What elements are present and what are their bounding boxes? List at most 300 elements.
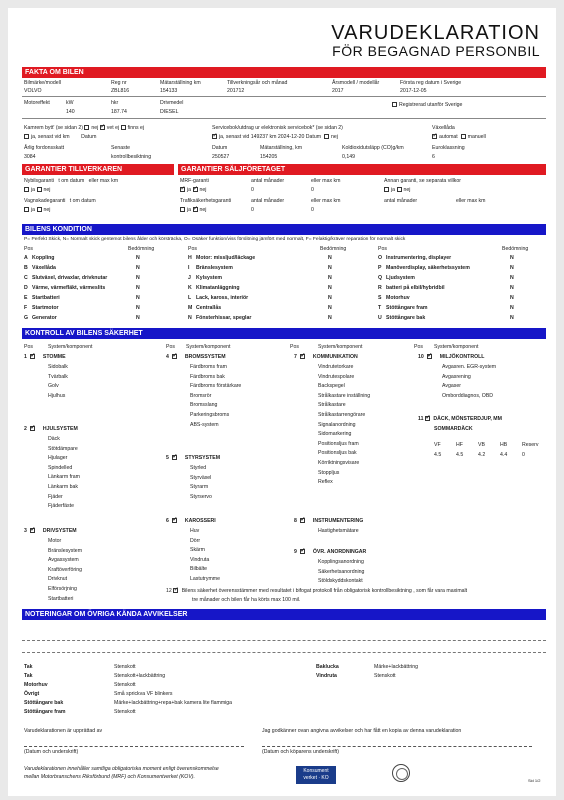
kondition-item: Centrallås [196, 305, 222, 311]
label-ja: ja [187, 187, 192, 193]
value-datum: 250527 [212, 154, 230, 160]
kondition-bedomning: N [510, 305, 514, 311]
checkbox-group-3[interactable] [30, 528, 35, 533]
checkbox-reg-utanfor[interactable] [392, 102, 462, 108]
label-kamrem-nej: nej [91, 125, 99, 131]
checkbox-group-9[interactable] [300, 549, 305, 554]
kontroll-item: Tvärbalk [48, 373, 68, 380]
kontroll-pos-header: Pos [166, 344, 175, 350]
checkbox-kamrem-nej[interactable] [84, 125, 89, 130]
kondition-item: Växellåda [32, 265, 56, 271]
kontroll-item: Omborddiagnos, OBD [442, 392, 494, 399]
group-2-title: HJULSYSTEM [42, 426, 78, 432]
value-euroklass: 6 [432, 154, 435, 160]
label-hkr: hkr [111, 100, 119, 106]
value-tillverkningsar: 201712 [227, 88, 245, 94]
label-tillverkningsar: Tillverkningsår och månad [227, 80, 288, 86]
value-regnr: ZBL816 [111, 88, 130, 94]
kontroll-item: Däck [48, 436, 60, 442]
kondition-pos-header: Pos [24, 246, 33, 252]
kontroll-sys-header: System/komponent [186, 344, 231, 350]
section-garanti-saljforetaget: GARANTIER SÄLJFÖRETAGET [178, 164, 546, 175]
kontroll-item: Huv [190, 528, 200, 534]
label-ja: ja [187, 207, 192, 213]
group-11-title: DÄCK, MÖNSTERDJUP, MM [433, 416, 502, 422]
label-mrf-max: eller max km [311, 178, 341, 184]
kontroll-item: Körriktningsvisare [318, 460, 360, 466]
page-number: Sid 1/2 [528, 778, 541, 783]
checkbox-group-4[interactable] [172, 354, 177, 359]
checkbox-trafik-ja[interactable] [180, 207, 185, 212]
kondition-item: Lack, kaross, interiör [196, 295, 249, 301]
kondition-pos: D [24, 285, 28, 291]
mrf-seal-icon [392, 764, 410, 782]
note-location: Baklucka [316, 664, 339, 670]
checkbox-kamrem-ja[interactable] [24, 134, 29, 139]
kamrem-ja-row [24, 134, 96, 140]
label-nej: nej [199, 207, 207, 213]
group-3-num: 3 [24, 528, 27, 534]
section-kontroll: KONTROLL AV BILENS SÄKERHET [22, 328, 546, 339]
kondition-item: Startmotor [32, 305, 59, 311]
checkbox-service-nej[interactable] [324, 134, 329, 139]
checkbox-nybil-nej[interactable] [37, 187, 42, 192]
kondition-item: Generator [32, 315, 57, 321]
label-matarstallning: Mätarställning km [160, 80, 201, 86]
kondition-item: Bränslesystem [196, 265, 233, 271]
kondition-item: Ljudsystem [386, 275, 415, 281]
kontroll-item: Styrservo [190, 493, 212, 500]
kondition-bedomning: N [136, 315, 140, 321]
checkbox-group-1[interactable] [30, 354, 35, 359]
kontroll-item: Länkarm fram [48, 474, 80, 481]
checkbox-mrf-ja[interactable] [180, 187, 185, 192]
label-kamrem: Kamrem bytt' (se sidan 2) [24, 125, 83, 131]
vagn-ja-nej [24, 207, 50, 213]
label-manuell: manuell [467, 134, 486, 140]
kondition-pos: M [188, 305, 193, 311]
tyre-position: Reserv [522, 442, 539, 448]
kondition-legend: P= Perfekt Skick, N= Normalt skick gentemot bilens ålder och körsträcka, O= Osäker funktion/viss förslitning jämfört med normalt, F= Felaktig/kräver reparation för normalt skick [24, 237, 406, 242]
kontroll-item: Färdbroms fram [190, 364, 227, 370]
mrf-ja-nej [180, 187, 206, 193]
kontroll-item: Kraftöverföring [48, 566, 83, 573]
label-upprattad: Varudeklarationen är upprättad av [24, 728, 103, 734]
kondition-bedomning: N [136, 275, 140, 281]
kondition-bedomning: N [328, 285, 332, 291]
kondition-pos: I [188, 265, 190, 271]
kontroll-pos-header: Pos [290, 344, 299, 350]
label-datum: Datum [212, 145, 228, 151]
checkbox-kamrem-finns-ej[interactable] [121, 125, 126, 130]
kondition-item: Manöverdisplay, säkerhetssystem [386, 265, 470, 271]
label-nybil-tom: t om datum [58, 178, 85, 184]
kondition-bedomning-header: Bedömning [128, 246, 155, 252]
document-page [8, 8, 556, 796]
label-kamrem-ja: ja, senast vid km [31, 134, 70, 140]
kondition-bedomning: N [136, 295, 140, 301]
group-4-title: BROMSSYSTEM [184, 354, 226, 360]
label-trafik-manader: antal månader [251, 198, 285, 204]
nybil-row [24, 178, 118, 184]
kondition-item: Slutväxel, drivaxlar, drivknutar [32, 275, 108, 281]
kondition-item: Motorhuv [386, 295, 410, 301]
tyre-depth-value: 4.5 [456, 452, 464, 458]
disclaimer-line1: Varudeklarationen innehåller samtliga obligatoriska moment enligt överenskommelse [24, 766, 219, 772]
vaxel-row [432, 134, 486, 140]
kondition-item: Fönsterhissar, speglar [196, 315, 252, 321]
tyre-depth-value: 4.5 [434, 452, 442, 458]
group-5 [166, 455, 220, 461]
checkbox-group-11[interactable] [425, 416, 430, 421]
kondition-bedomning: N [510, 265, 514, 271]
signature-line-buyer[interactable] [262, 746, 532, 747]
group-6-num: 6 [166, 518, 169, 524]
kondition-pos: O [378, 255, 383, 261]
kondition-bedomning: N [136, 305, 140, 311]
note-location: Tak [24, 664, 33, 670]
kondition-pos: S [378, 295, 382, 301]
note-description: Små sprickva VF blinkers [114, 691, 173, 697]
kondition-bedomning-header: Bedömning [320, 246, 347, 252]
group-4 [166, 354, 226, 360]
value-matarstallning: 154133 [160, 88, 178, 94]
kondition-item: Motor: missljud/läckage [196, 255, 256, 261]
value-arsmodell: 2017 [332, 88, 344, 94]
kondition-item: Värme, värmefläkt, värmeslits [32, 285, 106, 291]
trafik-ja-nej [180, 207, 206, 213]
checkbox-service-ja[interactable] [212, 134, 217, 139]
divider [22, 118, 546, 119]
kondition-bedomning: N [328, 305, 332, 311]
value-mrf-manader: 0 [251, 187, 254, 193]
checkbox-trafik-nej[interactable] [193, 207, 198, 212]
kondition-item: Stöttångare bak [386, 315, 426, 321]
label-motoreffekt: Motoreffekt [24, 100, 50, 106]
label-kamrem-datum: Datum [81, 134, 97, 140]
kontroll-item: Spindelled [48, 464, 73, 471]
label-arlig-skatt: Årlig fordonsskatt [24, 145, 65, 151]
label-kamrem-finns-ej: finns ej [127, 125, 145, 131]
kontroll-item: Avgassystem [48, 557, 79, 564]
logo-line2: verket · KO [303, 775, 329, 781]
kontroll-item: Styrväxel [190, 474, 212, 481]
kontroll-item: Skärm [190, 547, 205, 554]
group-1 [24, 354, 66, 360]
kontroll-item: Bilbälte [190, 566, 208, 573]
kontroll-item: Strålkastare inställning [318, 392, 371, 399]
group-3 [24, 528, 77, 534]
kontroll-item: Stötdämpare [48, 445, 78, 452]
note-description: Stenskott [114, 709, 136, 715]
checkbox-icon [392, 102, 397, 107]
kondition-pos: E [24, 295, 28, 301]
group-7-title: KOMMUNIKATION [312, 354, 358, 360]
label-mrf-manader: antal månader [251, 178, 285, 184]
label-senaste: Senaste [111, 145, 131, 151]
kondition-pos: N [188, 315, 192, 321]
kontroll-sys-header: System/komponent [48, 344, 93, 350]
document-title [331, 22, 540, 59]
kontroll-item: Elförsörjning [48, 586, 77, 592]
konsumentverket-logo [296, 766, 336, 784]
label-arsmodell: Årsmodell / modellår [332, 80, 380, 86]
kondition-bedomning: N [510, 315, 514, 321]
group-4-num: 4 [166, 354, 169, 360]
label-sig-seller: (Datum och underskrift) [24, 749, 79, 755]
label-vaxellada: Växellåda [432, 125, 455, 131]
value-mrf-max: 0 [311, 187, 314, 193]
kontroll-item: Dörr [190, 537, 201, 544]
nybil-ja-nej [24, 187, 50, 193]
kondition-bedomning: N [328, 265, 332, 271]
kontroll-item: Lastutrymme [190, 576, 220, 582]
kontroll-item: Sidomarkering [318, 431, 352, 438]
value-trafik-max: 0 [311, 207, 314, 213]
checkbox-nybil-ja[interactable] [24, 187, 29, 192]
kontroll-item: Positionsljus fram [318, 440, 359, 447]
kontroll-item: Avgasrening [442, 373, 471, 380]
section-noteringar: NOTERINGAR OM ÖVRIGA KÄNDA AVVIKELSER [22, 609, 546, 620]
group-6 [166, 518, 216, 524]
label-nybilsgaranti: Nybilsgaranti [24, 178, 54, 184]
group-2 [24, 426, 78, 432]
kondition-pos: T [378, 305, 382, 311]
label-euroklass: Euroklassning [432, 145, 465, 151]
label-drivmedel: Drivmedel [160, 100, 184, 106]
note-description: Stenskott [374, 673, 396, 679]
kontroll-item: ABS-system [190, 421, 219, 428]
kontroll-item: Bromsrör [190, 392, 212, 399]
disclaimer-line2: mellan Motorbranschens Riksförbund (MRF) och Konsumentverket (KOV). [24, 774, 195, 780]
checkbox-vagn-nej[interactable] [37, 207, 42, 212]
value-kw: 140 [66, 109, 75, 115]
kondition-pos-header: Pos [378, 246, 387, 252]
note-location: Motorhuv [24, 682, 48, 688]
label-service-nej: nej [330, 134, 338, 140]
kondition-pos: K [188, 285, 192, 291]
label-vagn-tom: t om datum [69, 198, 96, 204]
kondition-pos: C [24, 275, 28, 281]
group-12-text2: tre månader och bilen får ha körts max 100 mil. [192, 597, 301, 603]
kamrem-row [24, 125, 144, 131]
logo-line1: Konsument [303, 768, 329, 774]
group-1-title: STOMME [42, 354, 66, 360]
title-main: VARUDEKLARATION [331, 22, 540, 44]
checkbox-group-2[interactable] [30, 426, 35, 431]
kontroll-item: Färdbroms bak [190, 373, 225, 380]
kontroll-item: Sidobalk [48, 364, 68, 370]
kondition-item: Stöttångare fram [386, 305, 428, 311]
label-service-ja: ja, senast vid 149237 km 2024-12-20 Datum [219, 134, 322, 140]
kondition-bedomning: N [510, 255, 514, 261]
kondition-bedomning: N [510, 275, 514, 281]
kontroll-item: Vindruta [190, 556, 210, 563]
label-nej: nej [199, 187, 207, 193]
group-5-title: STYRSYSTEM [184, 455, 221, 461]
note-description: Stenskott [114, 664, 136, 670]
kontroll-item: Säkerhetsanordning [318, 568, 365, 575]
label-trafiksakerhet: Trafiksäkerhetsgaranti [180, 198, 232, 204]
tyre-position: VB [478, 442, 485, 448]
label-kw: kW [66, 100, 74, 106]
group-5-num: 5 [166, 455, 169, 461]
label-trafik-max: eller max km [311, 198, 341, 204]
checkbox-mrf-nej[interactable] [193, 187, 198, 192]
group-12-text1: Bilens säkerhet överensstämmer med resultatet i bifogat protokoll från obligatorisk kontrollbesiktning , som får vara maximalt [181, 588, 468, 594]
group-2-num: 2 [24, 426, 27, 432]
label-automat: automat [439, 134, 458, 140]
kondition-bedomning: N [510, 295, 514, 301]
service-row [212, 134, 338, 140]
group-10-num: 10 [418, 354, 424, 360]
kontroll-item: Strålkastare [318, 402, 346, 409]
group-9-num: 9 [294, 549, 297, 555]
kondition-pos: Q [378, 275, 383, 281]
checkbox-group-7[interactable] [300, 354, 305, 359]
note-description: Stenskott [114, 682, 136, 688]
label-nej: nej [43, 187, 51, 193]
kondition-pos: G [24, 315, 29, 321]
kondition-pos: L [188, 295, 192, 301]
label-annan-garanti: Annan garanti, se separata villkor [384, 178, 461, 184]
kondition-bedomning: N [328, 275, 332, 281]
label-nej: nej [43, 207, 51, 213]
value-matar-km: 154205 [260, 154, 278, 160]
label-mrf-garanti: MRF-garanti [180, 178, 209, 184]
kontroll-item: Backspegel [318, 383, 345, 390]
kontroll-pos-header: Pos [414, 344, 423, 350]
kondition-pos: R [378, 285, 382, 291]
note-description: Märke+lackbättring+repa+bak kamera lite flammiga [114, 700, 233, 706]
note-location: Stöttångare fram [24, 709, 66, 715]
value-trafik-manader: 0 [251, 207, 254, 213]
divider [22, 640, 546, 641]
value-bilmarke: VOLVO [24, 88, 42, 94]
kondition-pos: H [188, 255, 192, 261]
label-co2: Koldioxidutsläpp (CO)g/km [342, 145, 404, 151]
tyre-position: HF [456, 442, 463, 448]
value-drivmedel: DIESEL [160, 109, 179, 115]
kondition-pos: U [378, 315, 382, 321]
checkbox-group-8[interactable] [300, 518, 305, 523]
checkbox-annan-nej[interactable] [397, 187, 402, 192]
checkbox-group-5[interactable] [172, 455, 177, 460]
title-sub: FÖR BEGAGNAD PERSONBIL [332, 43, 540, 59]
group-12 [166, 588, 467, 594]
note-location: Tak [24, 673, 33, 679]
group-3-title: DRIVSYSTEM [42, 528, 77, 534]
group-12-num: 12 [166, 588, 172, 594]
checkbox-group-10[interactable] [427, 354, 432, 359]
note-location: Övrigt [24, 691, 40, 697]
group-7-num: 7 [294, 354, 297, 360]
tyre-position: VF [434, 442, 441, 448]
kontroll-item: Bromsslang [190, 402, 218, 409]
kondition-pos: B [24, 265, 28, 271]
kontroll-item: Motor [48, 538, 62, 544]
label-kontrollbesiktning: kontrollbesiktning [111, 154, 152, 160]
group-9 [294, 549, 366, 555]
checkbox-group-12[interactable] [173, 588, 178, 593]
note-location: Vindruta [316, 673, 337, 679]
checkbox-kamrem-vet-ej[interactable] [100, 125, 105, 130]
kontroll-item: Vindrutespolare [318, 373, 355, 380]
kondition-item: Klimatanläggning [196, 285, 240, 291]
kontroll-item: Kopplingsanordning [318, 559, 364, 565]
checkbox-group-6[interactable] [172, 518, 177, 523]
section-garanti-tillverkaren: GARANTIER TILLVERKAREN [22, 164, 174, 175]
kondition-item: Kylsystem [196, 275, 222, 281]
label-godkanner: Jag godkänner ovan angivna avvikelser och har fått en kopia av denna varudeklaration [262, 728, 462, 734]
kontroll-item: Avgasren. EGR-system [442, 364, 497, 370]
label-sig-buyer: (Datum och köparens underskrift) [262, 749, 339, 755]
kontroll-item: Stoppljus [318, 469, 340, 476]
group-10 [418, 354, 484, 360]
note-description: Stenskott+lackbättring [114, 673, 166, 679]
kondition-pos: F [24, 305, 28, 311]
group-1-num: 1 [24, 354, 27, 360]
kontroll-item: Drivknut [48, 576, 68, 583]
value-forsta-reg: 2017-12-05 [400, 88, 427, 94]
kontroll-item: Länkarm bak [48, 484, 78, 490]
kondition-bedomning: N [510, 285, 514, 291]
checkbox-automat[interactable] [432, 134, 437, 139]
kondition-pos-header: Pos [188, 246, 197, 252]
label-nybil-max: eller max km [88, 178, 119, 184]
kontroll-item: Bränslesystem [48, 547, 83, 554]
kontroll-item: Hjulager [48, 455, 68, 462]
label-reg-utanfor: Registrerad utanför Sverige [399, 102, 463, 108]
label-forsta-reg: Första reg datum i Sverige [400, 80, 462, 86]
group-10-title: MILJÖKONTROLL [439, 354, 485, 360]
kontroll-item: Hastighetsmätare [318, 528, 359, 534]
kondition-bedomning: N [328, 315, 332, 321]
kondition-bedomning-header: Bedömning [502, 246, 529, 252]
label-annan-max: eller max km [456, 198, 486, 204]
signature-line-seller[interactable] [24, 746, 244, 747]
group-8-num: 8 [294, 518, 297, 524]
label-matar-km: Mätarställning, km [260, 145, 303, 151]
kontroll-item: Styrled [190, 465, 207, 471]
label-nej: nej [403, 187, 411, 193]
section-fakta: FAKTA OM BILEN [22, 67, 546, 78]
tyre-depth-value: 4.4 [500, 452, 508, 458]
label-annan-manader: antal månader [384, 198, 418, 204]
kondition-pos: A [24, 255, 28, 261]
kondition-item: Instrumentering, displayer [386, 255, 452, 261]
group-11 [418, 416, 502, 422]
group-9-title: ÖVR. ANORDNINGAR [312, 549, 367, 555]
kontroll-item: Fjäder [48, 493, 63, 500]
group-11-sub: SOMMARDÄCK [434, 426, 473, 432]
label-vagnskadegaranti: Vagnskadegaranti [24, 198, 66, 204]
kondition-bedomning: N [328, 255, 332, 261]
divider [22, 652, 546, 653]
kontroll-item: Reflex [318, 479, 333, 486]
checkbox-vagn-ja[interactable] [24, 207, 29, 212]
kontroll-item: Vindrutetorkare [318, 364, 354, 370]
kondition-item: Koppling [32, 255, 55, 261]
note-description: Märke+lackbättring [374, 664, 418, 670]
checkbox-annan-ja[interactable] [384, 187, 389, 192]
divider [22, 96, 546, 97]
value-arlig-skatt: 3084 [24, 154, 36, 160]
group-8-title: INSTRUMENTERING [312, 518, 364, 524]
kontroll-item: Startbatteri [48, 595, 74, 602]
tyre-depth-value: 4.2 [478, 452, 486, 458]
checkbox-manuell[interactable] [461, 134, 466, 139]
